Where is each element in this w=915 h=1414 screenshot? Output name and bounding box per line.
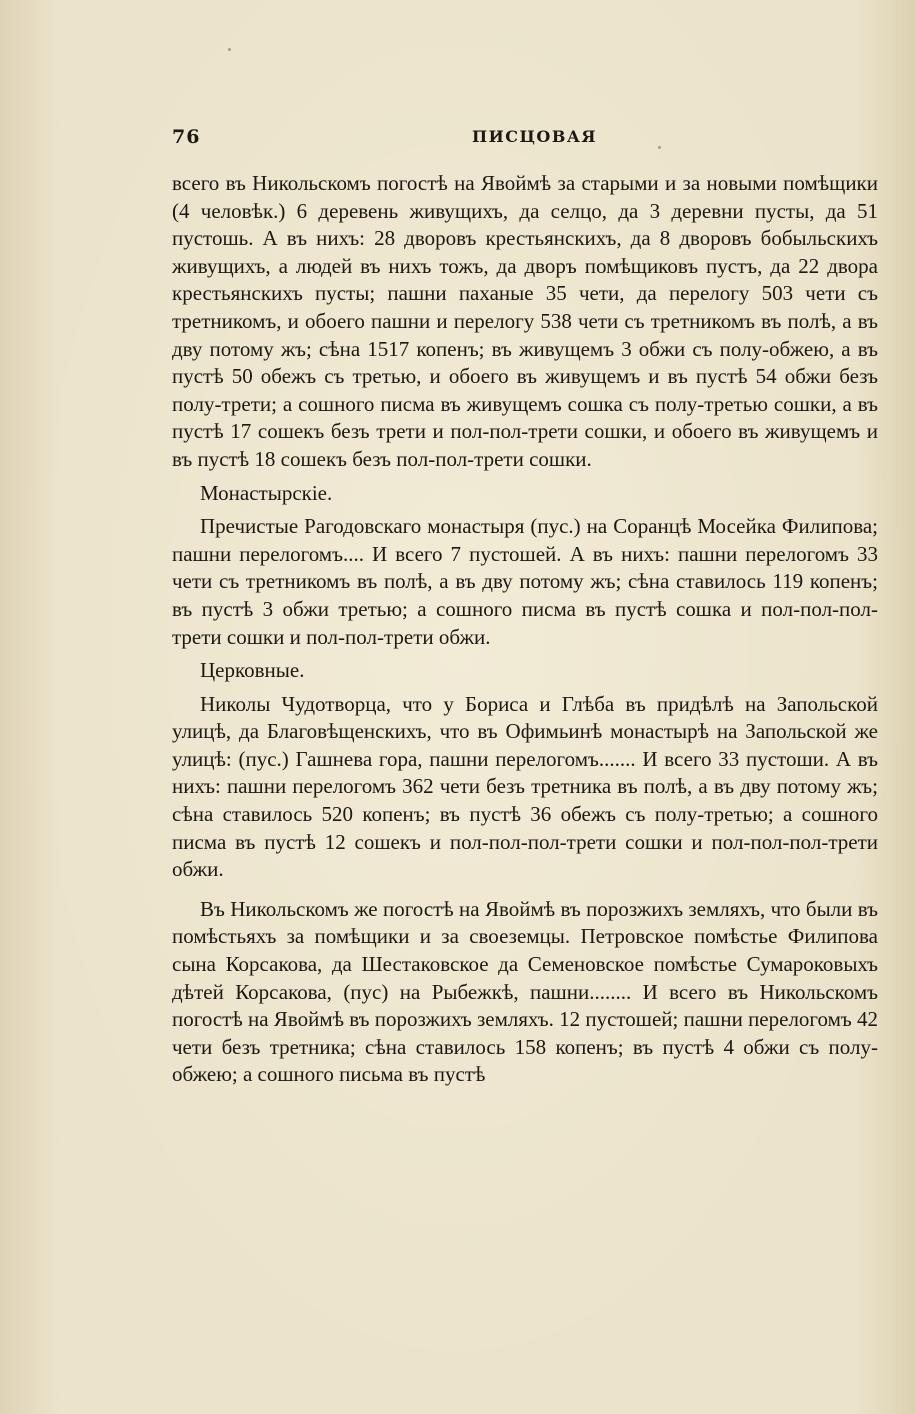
paper-speck	[228, 48, 231, 51]
running-head: ПИСЦОВАЯ	[472, 127, 598, 146]
paragraph-continuation: всего въ Никольскомъ погостѣ на Явоймѣ за старыми и за новыми помѣщики (4 человѣк.) 6 деревень живущихъ, да селцо, да 3 деревни пусты, да 51 пустошь. А въ нихъ: 28 дворовъ крестьянскихъ, да 8 дворовъ бобыльскихъ живущихъ, а людей въ нихъ тожъ, да дворъ помѣщиковъ пустъ, да 22 двора крестьянскихъ пусты; пашни паханые 35 чети, да перелогу 503 чети съ третникомъ, и обоего пашни и перелогу 538 чети съ третникомъ въ полѣ, а въ дву потому жъ; сѣна 1517 копенъ; въ живущемъ 3 обжи съ полу-обжею, а въ пустѣ 50 обежъ съ третью, и обоего въ живущемъ и въ пустѣ 54 обжи безъ полу-трети; а сошного писма въ живущемъ сошка съ полу-третью сошки, а въ пустѣ 17 сошекъ безъ трети и пол-пол-трети сошки, и обоего въ живущемъ и въ пустѣ 18 сошекъ безъ пол-пол-трети сошки.	[172, 171, 878, 471]
paragraph-church: Николы Чудотворца, что у Бориса и Глѣба въ придѣлѣ на Запольской улицѣ, да Благовѣщенскихъ, что въ Офимьинѣ монастырѣ на Запольской же улицѣ: (пус.) Гашнева гора, пашни перелогомъ....... И всего 33 пустоши. А въ нихъ: пашни перелогомъ 362 чети безъ третника въ полѣ, а въ дву потому жъ; сѣна ставилось 520 копенъ; въ пустѣ 36 обежъ съ полу-третью; а сошного писма въ пустѣ 12 сошекъ и пол-пол-пол-трети сошки и пол-пол-пол-трети обжи.	[172, 691, 878, 882]
page-text	[172, 170, 878, 1089]
section-heading-church: Церковные.	[200, 658, 305, 683]
page-header	[172, 126, 878, 154]
paragraph-vacant-lands: Въ Никольскомъ же погостѣ на Явоймѣ въ порозжихъ земляхъ, что были въ помѣстьяхъ за помѣщики и за своеземцы. Петровское помѣстье Филипова сына Корсакова, да Шестаковское да Семеновское помѣстье Сумароковыхъ дѣтей Корсакова, (пус) на Рыбежкѣ, пашни........ И всего въ Никольскомъ погостѣ на Явоймѣ въ порозжихъ земляхъ. 12 пустошей; пашни перелогомъ 42 чети безъ третника; сѣна ставилось 158 копенъ; въ пустѣ 4 обжи съ полу-обжею; а сошного письма въ пустѣ	[172, 896, 879, 1087]
paragraph-monastery: Пречистые Рагодовскаго монастыря (пус.) на Соранцѣ Мосейка Филипова; пашни перелогомъ.... И всего 7 пустошей. А въ нихъ: пашни перелогомъ 33 чети съ третникомъ въ полѣ, а въ дву потому жъ; сѣна ставилось 119 копенъ; въ пустѣ 3 обжи третью; а сошного писма въ пустѣ сошка и пол-пол-пол-трети сошки и пол-пол-трети обжи.	[172, 514, 878, 649]
section-heading-monastery: Монастырскіе.	[200, 480, 333, 505]
page-number: 76	[172, 126, 201, 148]
